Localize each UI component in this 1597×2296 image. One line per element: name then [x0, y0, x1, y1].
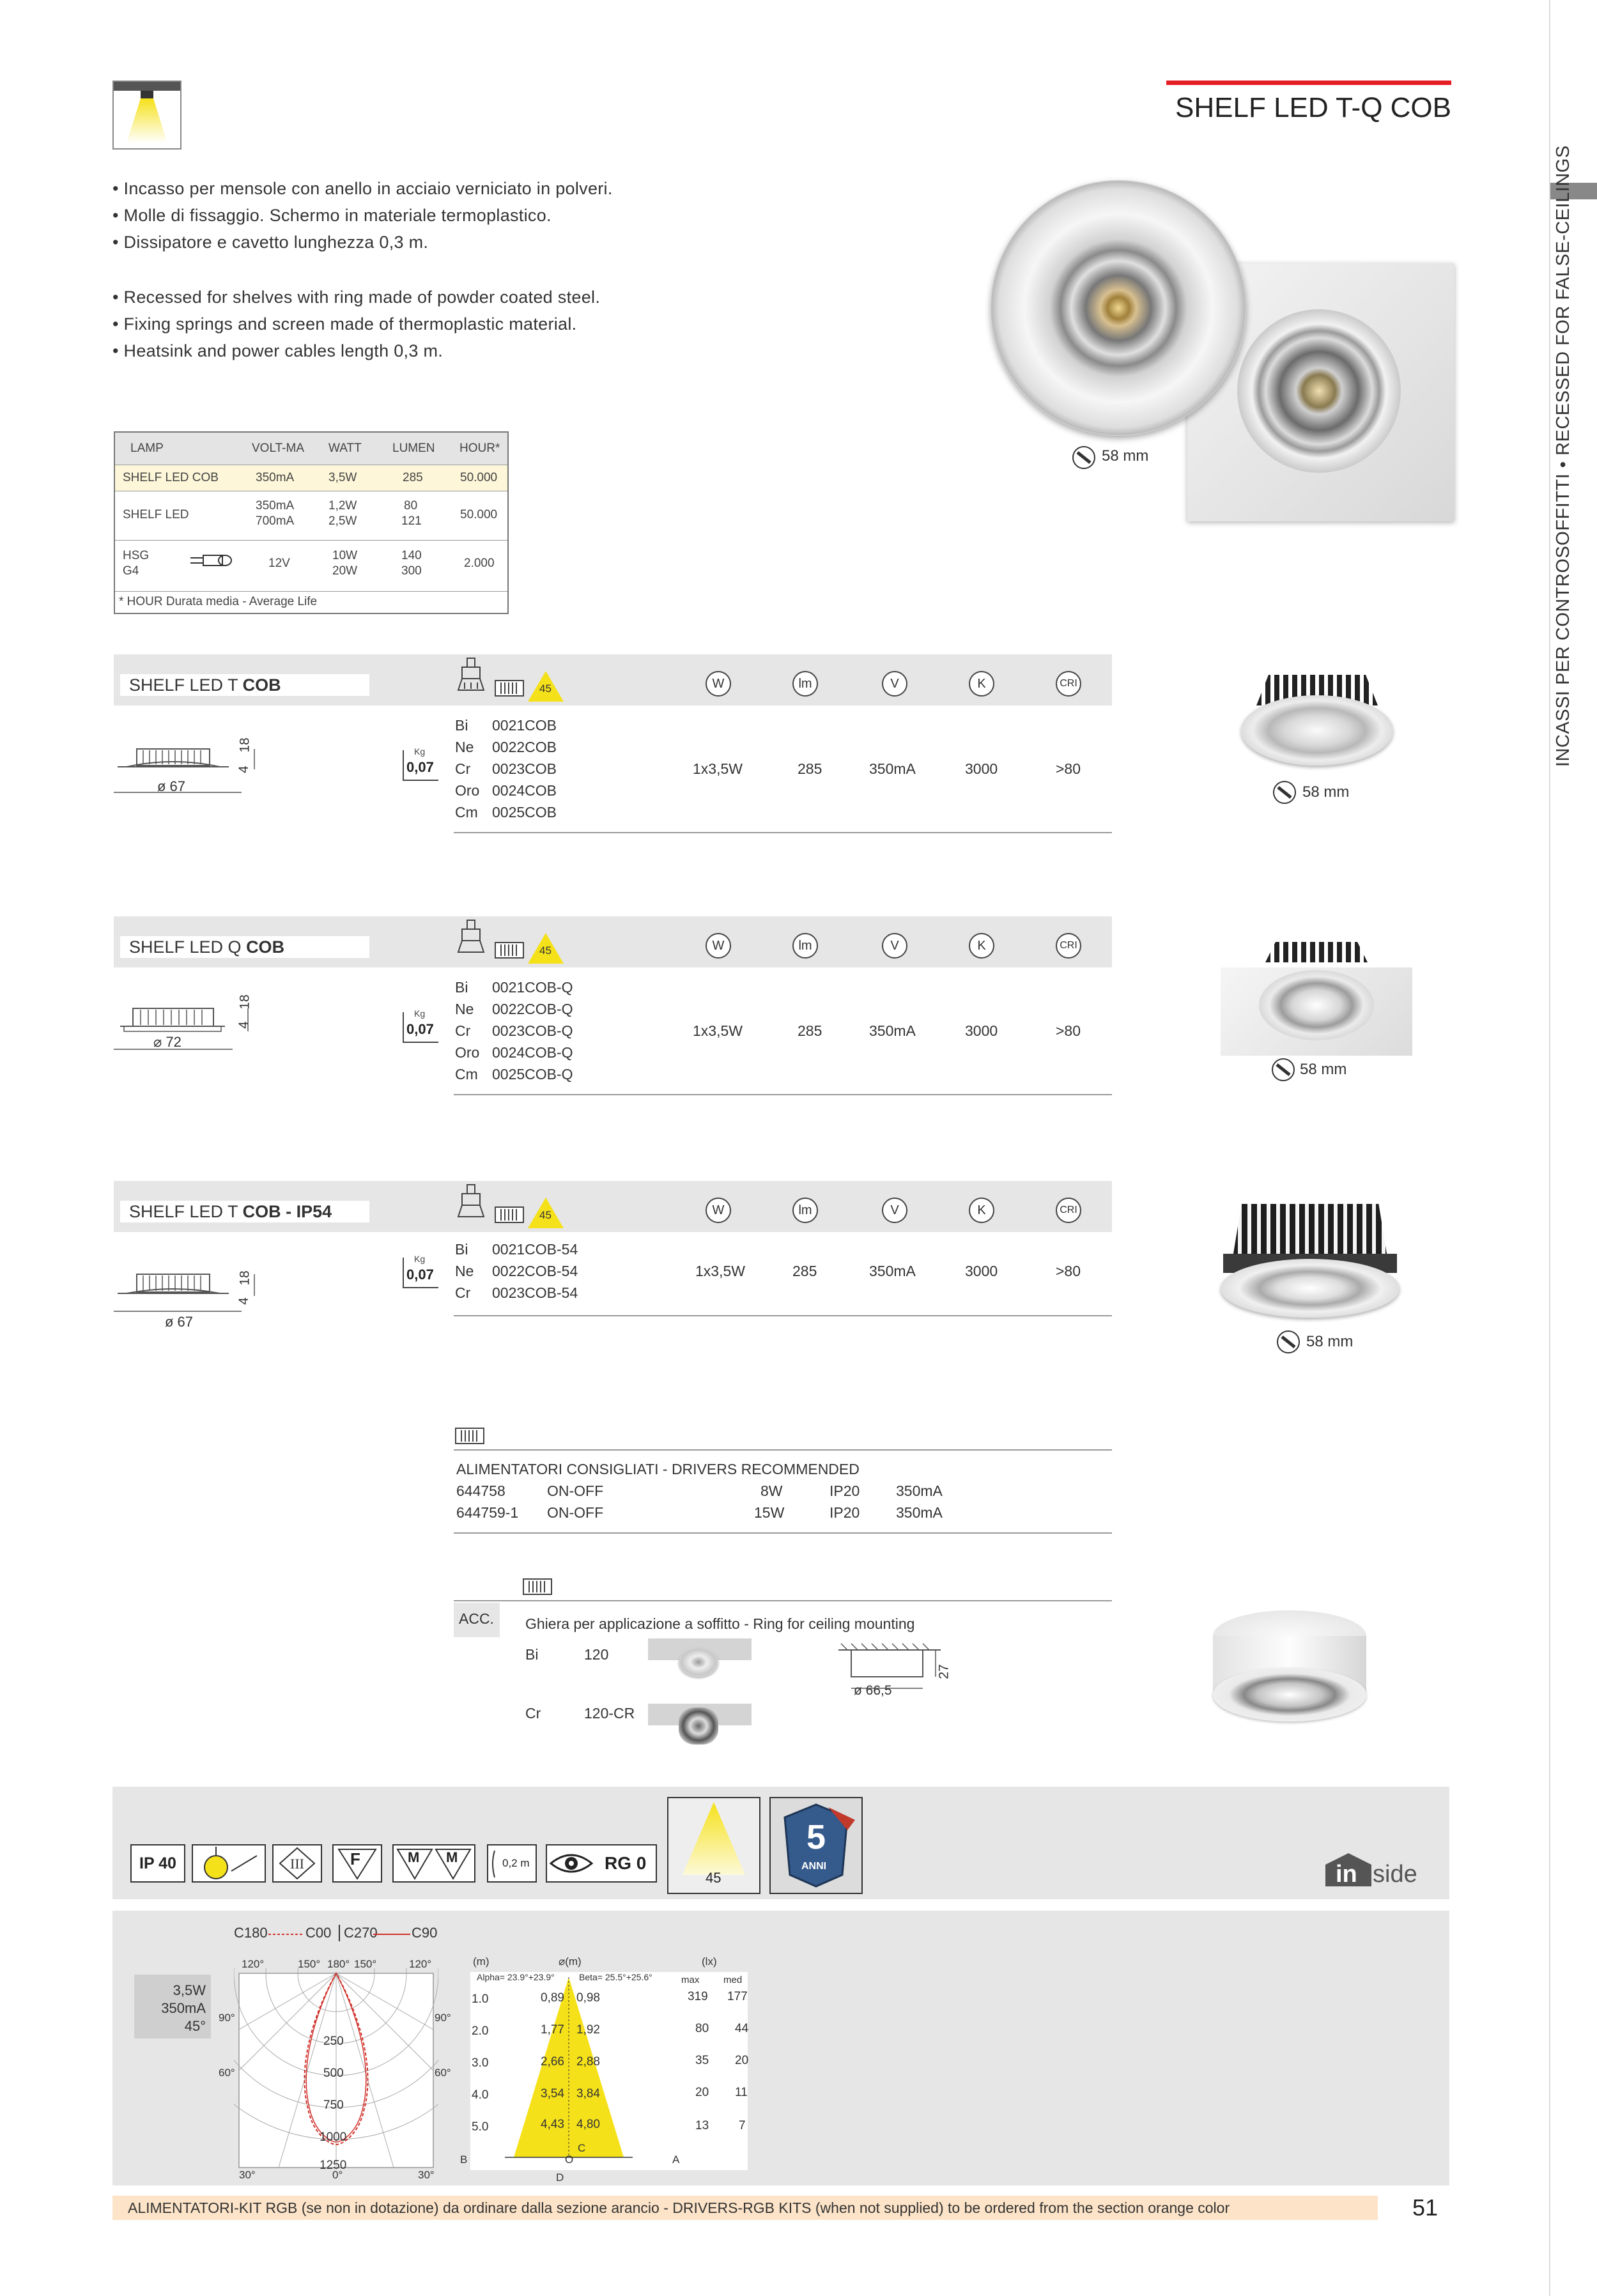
mm-symbol — [392, 1844, 475, 1883]
beta-diameter: 3,84 — [576, 2087, 600, 2100]
class-iii-symbol — [272, 1844, 322, 1883]
beta-diameter: 4,80 — [576, 2118, 600, 2131]
polar-intensity-label: 250 — [323, 2035, 344, 2048]
kelvin-value: 3000 — [965, 760, 998, 777]
product-name — [120, 674, 369, 696]
beam-angle-value: 45 — [539, 1209, 552, 1221]
accessories-top-rule — [454, 1600, 1112, 1601]
finish-label: Cm — [455, 804, 478, 821]
product-divider — [454, 832, 1112, 833]
lamp-table-cell: HSG — [123, 549, 150, 562]
dimension-height-1: 4 — [236, 1297, 251, 1305]
product-block — [114, 1181, 1112, 1330]
lumen-value: 285 — [798, 760, 822, 777]
volt-icon: V — [882, 671, 907, 697]
weight-value: 0,07 — [406, 1267, 434, 1283]
page-title: SHELF LED T-Q COB — [1175, 92, 1451, 123]
lamp-table-cell: 50.000 — [460, 471, 498, 484]
product-photo — [1214, 1198, 1406, 1319]
lumen-icon: lm — [792, 671, 818, 697]
lux-med: 20 — [735, 2054, 749, 2067]
driver-type: ON-OFF — [547, 1504, 604, 1521]
height-value: 4.0 — [472, 2088, 489, 2102]
cone-label-o: O — [565, 2153, 574, 2166]
product-name — [120, 936, 369, 958]
warranty-years: 5 — [806, 1818, 826, 1856]
lamp-table-cell: 121 — [401, 514, 422, 528]
lamp-table-cell: 350mA — [256, 471, 295, 484]
inside-logo-side: side — [1373, 1861, 1417, 1888]
lux-max: 13 — [695, 2119, 709, 2132]
weight-badge — [403, 1254, 438, 1288]
lamp-table-cell: 2,5W — [328, 514, 357, 528]
height-value: 5.0 — [472, 2120, 489, 2134]
lamp-table-cell: 140 — [401, 549, 422, 562]
accessory-finish: Cr — [525, 1705, 541, 1722]
lamp-table-cell: 10W — [332, 549, 358, 562]
accessory-code: 120-CR — [584, 1705, 635, 1722]
lamp-table-cell: 700mA — [256, 514, 295, 528]
product-divider — [454, 1315, 1112, 1316]
dimension-diameter: ø 67 — [165, 1314, 194, 1330]
driver-icon — [495, 1206, 524, 1223]
lamp-table-footnote: * HOUR Durata media - Average Life — [119, 595, 318, 608]
lamp-info-watt: 3,5W — [173, 1982, 206, 1998]
lamp-table-cell: 300 — [401, 564, 422, 578]
volt-icon: V — [882, 933, 907, 959]
lamp-table-cell: 50.000 — [460, 508, 498, 521]
c90-label: C90 — [412, 1925, 438, 1941]
height-value: 1.0 — [472, 1992, 489, 2006]
polar-angle-label: 30° — [239, 2169, 256, 2181]
description-it-line: • Incasso per mensole con anello in acciaio verniciato in polveri. — [112, 179, 613, 198]
product-photo — [1237, 667, 1397, 769]
alpha-diameter: 4,43 — [541, 2118, 564, 2131]
product-code: 0025COB-Q — [492, 1066, 573, 1083]
finish-label: Bi — [455, 717, 468, 734]
description-en-line: • Fixing springs and screen made of thermoplastic material. — [112, 314, 577, 334]
drivers-title: ALIMENTATORI CONSIGLIATI - DRIVERS RECOMMENDED — [456, 1461, 860, 1477]
product-code: 0021COB-Q — [492, 979, 573, 996]
kelvin-value: 3000 — [965, 1022, 998, 1039]
c0-label: C00 — [305, 1925, 332, 1941]
light-cone — [505, 1975, 633, 2166]
lux-med: 7 — [739, 2119, 746, 2132]
product-code: 0022COB-Q — [492, 1001, 573, 1017]
photo-size-label: 58 mm — [1102, 447, 1149, 465]
distance-value: 0,2 m — [502, 1857, 530, 1869]
lamp-table-cell: G4 — [123, 564, 139, 578]
lumen-icon: lm — [792, 1198, 818, 1223]
product-photo-round — [991, 180, 1246, 436]
lux-max: 20 — [695, 2086, 709, 2099]
lamp-info-current: 350mA — [161, 2000, 206, 2016]
product-photo — [1221, 937, 1412, 1056]
lamp-table-header: WATT — [328, 442, 362, 455]
lamp-table-cell: 12V — [268, 557, 290, 570]
description-en-line: • Heatsink and power cables length 0,3 m. — [112, 341, 444, 360]
finish-label: Cr — [455, 760, 471, 777]
finish-label: Cr — [455, 1022, 471, 1039]
power-value: 1x3,5W — [693, 1022, 743, 1039]
weight-badge — [403, 1008, 438, 1043]
product-code: 0022COB-54 — [492, 1263, 578, 1279]
g4-lamp-icon — [189, 548, 234, 573]
product-code: 0024COB — [492, 782, 557, 799]
kelvin-icon: K — [969, 1198, 994, 1223]
lamp-table-cell: 285 — [403, 471, 423, 484]
driver-current: 350mA — [896, 1483, 943, 1499]
accessories-title: Ghiera per applicazione a soffitto - Ring for ceiling mounting — [525, 1615, 915, 1632]
finish-label: Cr — [455, 1284, 471, 1301]
c270-label: C270 — [339, 1925, 378, 1941]
description-it-line: • Dissipatore e cavetto lunghezza 0,3 m. — [112, 233, 429, 252]
product-code: 0025COB — [492, 804, 557, 821]
title-accent-bar — [1166, 81, 1451, 85]
finish-label: Ne — [455, 1001, 474, 1017]
finish-label: Cm — [455, 1066, 478, 1083]
kelvin-icon: K — [969, 671, 994, 697]
inside-logo — [1325, 1851, 1438, 1889]
beam-value: 45 — [706, 1870, 721, 1886]
polar-angle-label: 60° — [219, 2067, 235, 2079]
ip-rating-badge — [130, 1844, 185, 1883]
accessory-photo — [1213, 1610, 1366, 1722]
polar-angle-label: 120° — [409, 1958, 432, 1970]
driver-ip: IP20 — [829, 1483, 860, 1499]
current-value: 350mA — [869, 1263, 916, 1279]
driver-icon — [495, 942, 524, 959]
finish-label: Bi — [455, 979, 468, 996]
current-value: 350mA — [869, 760, 916, 777]
table-head-lux: (lx) — [702, 1955, 717, 1968]
polar-angle-label: 30° — [418, 2169, 435, 2181]
driver-icon — [523, 1578, 552, 1595]
cri-icon: CRI — [1056, 933, 1081, 959]
product-block — [114, 654, 1112, 846]
footer-note: ALIMENTATORI-KIT RGB (se non in dotazione) da ordinare dalla sezione arancio - DRIVERS-RGB KITS (when not supplied) to be ordered from the section orange color — [128, 2200, 1230, 2216]
drivers-top-rule — [454, 1449, 1112, 1451]
description-it-line: • Molle di fissaggio. Schermo in materiale termoplastico. — [112, 206, 552, 225]
polar-angle-label: 180° — [327, 1958, 350, 1970]
power-value: 1x3,5W — [693, 760, 743, 777]
lux-max: 80 — [695, 2022, 709, 2035]
m-mark: M — [408, 1849, 420, 1865]
product-name-bold: COB — [242, 675, 281, 695]
polar-angle-label: 90° — [435, 2012, 451, 2024]
table-head-max: max — [681, 1975, 700, 1985]
drivers-bottom-rule — [454, 1532, 1112, 1534]
power-value: 1x3,5W — [695, 1263, 745, 1279]
driver-watt: 8W — [760, 1483, 783, 1499]
weight-label: Kg — [414, 746, 426, 757]
finish-label: Oro — [455, 1044, 480, 1061]
height-value: 3.0 — [472, 2056, 489, 2070]
product-code: 0021COB-54 — [492, 1241, 578, 1258]
polar-intensity-label: 500 — [323, 2067, 344, 2080]
beam-symbol — [667, 1797, 760, 1894]
polar-angle-label: 150° — [354, 1958, 377, 1970]
polar-angle-label: 0° — [332, 2169, 343, 2181]
product-name-bold: COB — [246, 937, 285, 957]
page-number: 51 — [1412, 2194, 1439, 2221]
lamp-table-cell: 1,2W — [328, 499, 357, 512]
cri-icon: CRI — [1056, 1198, 1081, 1223]
lamp-table — [114, 431, 509, 614]
product-name-plain: SHELF LED T — [129, 675, 243, 695]
cri-value: >80 — [1056, 1263, 1081, 1279]
driver-ip: IP20 — [829, 1504, 860, 1521]
measure-icon — [1071, 445, 1097, 470]
accessory-dimension-height: 27 — [936, 1664, 952, 1679]
polar-intensity-label: 1250 — [320, 2159, 347, 2172]
product-code: 0023COB-Q — [492, 1022, 573, 1039]
product-code: 0023COB-54 — [492, 1284, 578, 1301]
dimension-height-2: 18 — [237, 737, 252, 753]
weight-badge — [403, 746, 438, 781]
alpha-diameter: 3,54 — [541, 2087, 564, 2100]
f-mark: F — [350, 1849, 360, 1868]
driver-current: 350mA — [896, 1504, 943, 1521]
lamp-icon — [456, 657, 486, 694]
measure-icon — [1276, 1329, 1301, 1355]
table-head-diameter: ⌀(m) — [559, 1955, 582, 1968]
beam-angle-value: 45 — [539, 682, 552, 695]
accessory-finish: Bi — [525, 1646, 539, 1663]
weight-value: 0,07 — [406, 1021, 434, 1037]
watt-icon: W — [706, 671, 731, 697]
lumen-icon: lm — [792, 933, 818, 959]
dimension-height-1: 4 — [236, 1021, 251, 1029]
polar-intensity-label: 1000 — [320, 2130, 347, 2144]
polar-angle-label: 90° — [219, 2012, 235, 2024]
mm-triangle-icon — [394, 1845, 474, 1881]
description-en-line: • Recessed for shelves with ring made of powder coated steel. — [112, 288, 601, 307]
eye-icon — [547, 1845, 598, 1881]
lamp-table-cell: SHELF LED COB — [123, 471, 219, 484]
cone-label-c: C — [578, 2142, 586, 2154]
driver-code: 644758 — [456, 1483, 505, 1499]
side-category-title: INCASSI PER CONTROSOFFITTI • RECESSED FOR FALSE-CEILINGS — [1553, 145, 1573, 767]
cri-value: >80 — [1056, 760, 1081, 777]
cone-label-d: D — [556, 2171, 564, 2184]
profile-drawing — [114, 987, 280, 1057]
accessory-thumb-chrome-ring — [679, 1707, 718, 1745]
product-block — [114, 916, 1112, 1108]
weight-label: Kg — [414, 1254, 426, 1264]
beta-diameter: 0,98 — [576, 1991, 600, 2005]
profile-drawing — [114, 725, 280, 795]
polar-angle-label: 150° — [298, 1958, 321, 1970]
rg-symbol — [546, 1844, 657, 1883]
beam-angle-value: 45 — [539, 944, 552, 957]
accessory-dimension-diameter: ø 66,5 — [854, 1683, 892, 1698]
m-mark: M — [446, 1849, 458, 1865]
lamp-table-header: HOUR* — [459, 442, 500, 455]
product-size-label: 58 mm — [1300, 1061, 1347, 1078]
product-code: 0021COB — [492, 717, 557, 734]
volt-icon: V — [882, 1198, 907, 1223]
warranty-badge — [769, 1797, 863, 1894]
accessory-thumb-white-ring — [679, 1647, 718, 1677]
beta-diameter: 1,92 — [576, 2023, 600, 2037]
cone-label-b: B — [460, 2153, 468, 2166]
alpha-diameter: 0,89 — [541, 1991, 564, 2005]
product-size-label: 58 mm — [1302, 783, 1350, 801]
product-size-label: 58 mm — [1306, 1333, 1354, 1350]
product-divider — [454, 1094, 1112, 1095]
product-name-plain: SHELF LED T — [129, 1202, 243, 1221]
dimension-diameter: ø 67 — [157, 778, 186, 794]
kelvin-icon: K — [969, 933, 994, 959]
side-tab-line — [1549, 0, 1550, 2296]
dimension-height-1: 4 — [236, 766, 251, 773]
distance-symbol — [487, 1844, 537, 1883]
lux-med: 44 — [735, 2022, 749, 2035]
product-name-plain: SHELF LED Q — [129, 937, 247, 957]
inside-logo-in: in — [1336, 1861, 1357, 1888]
lamp-table-cell: 3,5W — [328, 471, 357, 484]
driver-icon — [495, 680, 524, 697]
dimension-diameter: ⌀ 72 — [153, 1034, 181, 1050]
polar-intensity-label: 750 — [323, 2099, 344, 2112]
c-legend-dashed-icon — [268, 1931, 304, 1938]
watt-icon: W — [706, 1198, 731, 1223]
lamp-table-cell: 350mA — [256, 499, 295, 512]
lamp-table-cell: 2.000 — [464, 557, 495, 570]
lumen-value: 285 — [792, 1263, 817, 1279]
finish-label: Bi — [455, 1241, 468, 1258]
cri-icon: CRI — [1056, 671, 1081, 697]
class-iii-icon — [274, 1845, 321, 1881]
bulb-symbol — [192, 1844, 266, 1883]
table-head-alpha: Alpha= 23.9°+23.9° — [477, 1972, 555, 1982]
height-value: 2.0 — [472, 2024, 489, 2038]
driver-code: 644759-1 — [456, 1504, 519, 1521]
current-value: 350mA — [869, 1022, 916, 1039]
weight-label: Kg — [414, 1008, 426, 1019]
cri-value: >80 — [1056, 1022, 1081, 1039]
cone-label-a: A — [672, 2153, 680, 2166]
lamp-table-header: LAMP — [130, 442, 164, 455]
lamp-table-cell: 20W — [332, 564, 358, 578]
accessories-label: ACC. — [459, 1610, 494, 1627]
driver-watt: 15W — [754, 1504, 785, 1521]
profile-drawing — [114, 1251, 280, 1321]
lamp-table-cell: 80 — [404, 499, 418, 512]
table-head-med: med — [723, 1975, 743, 1985]
finish-label: Ne — [455, 739, 474, 755]
warranty-label: ANNI — [801, 1861, 827, 1872]
lux-med: 11 — [735, 2086, 748, 2099]
driver-icon — [455, 1428, 484, 1444]
lamp-info-angle: 45° — [184, 2018, 206, 2034]
c180-label: C180 — [234, 1925, 268, 1941]
weight-value: 0,07 — [406, 759, 434, 775]
lux-max: 35 — [695, 2054, 709, 2067]
finish-label: Ne — [455, 1263, 474, 1279]
measure-icon — [1270, 1057, 1296, 1083]
bulb-icon — [193, 1845, 265, 1881]
product-code: 0022COB — [492, 739, 557, 755]
product-code: 0024COB-Q — [492, 1044, 573, 1061]
category-icon — [112, 81, 181, 150]
rg-rating: RG 0 — [605, 1853, 647, 1873]
accessory-code: 120 — [584, 1646, 609, 1663]
lumen-value: 285 — [798, 1022, 822, 1039]
c-legend-solid-icon — [373, 1931, 410, 1938]
alpha-diameter: 2,66 — [541, 2055, 564, 2069]
dimension-height-2: 18 — [237, 1270, 252, 1286]
finish-label: Oro — [455, 782, 480, 799]
product-code: 0023COB — [492, 760, 557, 777]
product-name — [120, 1201, 369, 1222]
table-head-m: (m) — [473, 1955, 490, 1968]
product-name-bold: COB - IP54 — [242, 1202, 332, 1221]
dimension-height-2: 18 — [237, 994, 252, 1010]
ip-rating: IP 40 — [139, 1854, 176, 1872]
alpha-diameter: 1,77 — [541, 2023, 564, 2037]
f-symbol — [332, 1844, 382, 1883]
kelvin-value: 3000 — [965, 1263, 998, 1279]
lamp-table-cell: SHELF LED — [123, 508, 189, 521]
polar-angle-label: 120° — [242, 1958, 265, 1970]
table-head-beta: Beta= 25.5°+25.6° — [579, 1972, 652, 1982]
beta-diameter: 2,88 — [576, 2055, 600, 2069]
watt-icon: W — [706, 933, 731, 959]
lamp-icon — [456, 919, 486, 956]
lamp-table-header: VOLT-MA — [252, 442, 304, 455]
driver-type: ON-OFF — [547, 1483, 604, 1499]
polar-angle-label: 60° — [435, 2067, 451, 2079]
lamp-table-header: LUMEN — [392, 442, 435, 455]
svg-text:III: III — [290, 1856, 304, 1872]
lux-max: 319 — [688, 1990, 708, 2003]
lamp-icon — [456, 1183, 486, 1221]
measure-icon — [1272, 780, 1297, 805]
lux-med: 177 — [727, 1990, 748, 2003]
